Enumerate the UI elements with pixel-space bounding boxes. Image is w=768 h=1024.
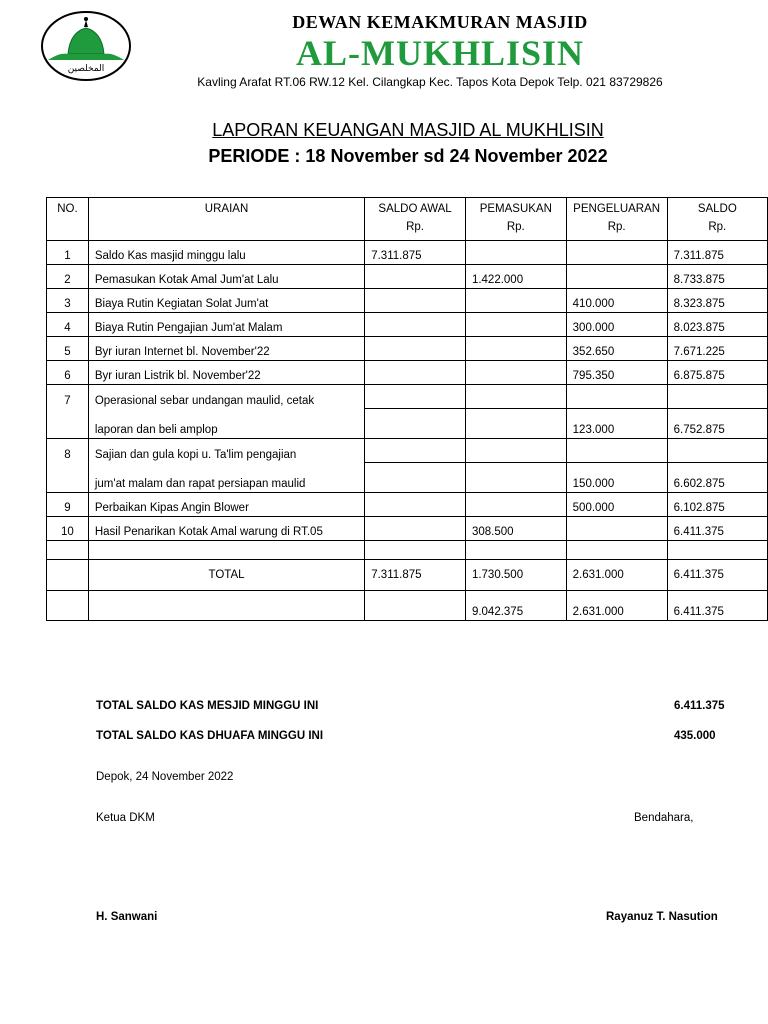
cell-uraian: jum'at malam dan rapat persiapan maulid [88, 463, 364, 493]
table-row [47, 265, 768, 289]
cell-saldo_awal [365, 493, 466, 517]
cell-saldo_awal [365, 517, 466, 541]
cell-saldo_awal [365, 439, 466, 463]
cell-pengeluaran: 300.000 [566, 313, 667, 337]
cell-no: 6 [47, 361, 89, 385]
cell-saldo_awal [365, 265, 466, 289]
table-header-row [47, 198, 768, 221]
mosque-logo [40, 10, 132, 82]
cell-pengeluaran: 352.650 [566, 337, 667, 361]
currency-saldo: Rp. [667, 220, 767, 241]
report-title: LAPORAN KEUANGAN MASJID AL MUKHLISIN [212, 120, 604, 140]
cell-no: 2 [47, 265, 89, 289]
cell-saldo: 8.323.875 [667, 289, 767, 313]
bendahara-name: Rayanuz T. Nasution [606, 911, 718, 923]
cell-no: 5 [47, 337, 89, 361]
total-uraian: TOTAL [88, 560, 364, 591]
total-saldo: 6.411.375 [667, 560, 767, 591]
cell-no: 8 [47, 439, 89, 463]
cell-no [47, 409, 89, 439]
cell-pemasukan [465, 385, 566, 409]
cell-uraian: Biaya Rutin Pengajian Jum'at Malam [88, 313, 364, 337]
table-row [47, 361, 768, 385]
table-total-row [47, 560, 768, 591]
cell-pemasukan [465, 541, 566, 560]
table-row [47, 313, 768, 337]
cell-saldo_awal [365, 463, 466, 493]
col-header-pengeluaran: PENGELUARAN [566, 198, 667, 221]
cell-pengeluaran [566, 439, 667, 463]
grand-saldo_awal [365, 591, 466, 621]
cell-pemasukan [465, 463, 566, 493]
ketua-label: Ketua DKM [96, 812, 155, 824]
org-name-line2: AL-MUKHLISIN [295, 33, 585, 73]
summary-dhuafa-value: 435.000 [674, 730, 716, 742]
grand-saldo: 6.411.375 [667, 591, 767, 621]
col-header-pemasukan: PEMASUKAN [465, 198, 566, 221]
table-row-empty [47, 541, 768, 560]
cell-saldo: 7.311.875 [667, 241, 767, 265]
grand-uraian [88, 591, 364, 621]
cell-no: 9 [47, 493, 89, 517]
cell-pengeluaran [566, 265, 667, 289]
cell-pemasukan [465, 241, 566, 265]
org-address: Kavling Arafat RT.06 RW.12 Kel. Cilangkap Kec. Tapos Kota Depok Telp. 021 83729826 [197, 75, 663, 89]
bendahara-label: Bendahara, [634, 812, 694, 824]
cell-saldo [667, 541, 767, 560]
cell-saldo_awal [365, 337, 466, 361]
cell-pengeluaran: 795.350 [566, 361, 667, 385]
currency-cell [47, 220, 89, 241]
report-period: PERIODE : 18 November sd 24 November 2022 [208, 146, 608, 166]
cell-saldo_awal [365, 385, 466, 409]
cell-no: 1 [47, 241, 89, 265]
total-pengeluaran: 2.631.000 [566, 560, 667, 591]
cell-pemasukan: 308.500 [465, 517, 566, 541]
cell-pengeluaran: 123.000 [566, 409, 667, 439]
col-header-no: NO. [47, 198, 89, 221]
table-currency-row [47, 220, 768, 241]
cell-pemasukan [465, 361, 566, 385]
total-no [47, 560, 89, 591]
cell-uraian: laporan dan beli amplop [88, 409, 364, 439]
cell-uraian: Perbaikan Kipas Angin Blower [88, 493, 364, 517]
cell-no [47, 463, 89, 493]
cell-saldo [667, 385, 767, 409]
cell-pemasukan [465, 409, 566, 439]
col-header-saldo-awal: SALDO AWAL [365, 198, 466, 221]
cell-no [47, 541, 89, 560]
table-row [47, 337, 768, 361]
table-row [47, 439, 768, 463]
cell-pengeluaran [566, 541, 667, 560]
cell-saldo_awal [365, 409, 466, 439]
ketua-name: H. Sanwani [96, 911, 158, 923]
cell-saldo: 6.602.875 [667, 463, 767, 493]
cell-pemasukan: 1.422.000 [465, 265, 566, 289]
currency-cell [88, 220, 364, 241]
cell-no: 3 [47, 289, 89, 313]
cell-pengeluaran: 150.000 [566, 463, 667, 493]
grand-no [47, 591, 89, 621]
col-header-saldo: SALDO [667, 198, 767, 221]
cell-saldo: 8.023.875 [667, 313, 767, 337]
summary-dhuafa-label: TOTAL SALDO KAS DHUAFA MINGGU INI [96, 730, 324, 742]
grand-pemasukan: 9.042.375 [465, 591, 566, 621]
cell-uraian: Byr iuran Listrik bl. November'22 [88, 361, 364, 385]
total-pemasukan: 1.730.500 [465, 560, 566, 591]
table-row [47, 385, 768, 409]
cell-uraian: Saldo Kas masjid minggu lalu [88, 241, 364, 265]
cell-pemasukan [465, 439, 566, 463]
cell-saldo_awal [365, 289, 466, 313]
cell-uraian: Byr iuran Internet bl. November'22 [88, 337, 364, 361]
cell-pemasukan [465, 289, 566, 313]
cell-uraian [88, 541, 364, 560]
cell-no: 10 [47, 517, 89, 541]
cell-saldo: 8.733.875 [667, 265, 767, 289]
total-saldo_awal: 7.311.875 [365, 560, 466, 591]
cell-saldo: 6.752.875 [667, 409, 767, 439]
cell-pengeluaran: 410.000 [566, 289, 667, 313]
table-row [47, 289, 768, 313]
cell-pemasukan [465, 493, 566, 517]
cell-saldo_awal [365, 361, 466, 385]
place-date: Depok, 24 November 2022 [96, 771, 234, 783]
svg-text:المخلصين: المخلصين [67, 64, 105, 74]
currency-pemasukan: Rp. [465, 220, 566, 241]
table-row [47, 493, 768, 517]
table-grand-row [47, 591, 768, 621]
currency-pengeluaran: Rp. [566, 220, 667, 241]
cell-saldo: 6.411.375 [667, 517, 767, 541]
summary-mesjid-label: TOTAL SALDO KAS MESJID MINGGU INI [96, 700, 319, 712]
cell-saldo: 6.102.875 [667, 493, 767, 517]
cell-no: 4 [47, 313, 89, 337]
cell-saldo_awal: 7.311.875 [365, 241, 466, 265]
cell-saldo_awal [365, 313, 466, 337]
cell-saldo: 7.671.225 [667, 337, 767, 361]
cell-uraian: Pemasukan Kotak Amal Jum'at Lalu [88, 265, 364, 289]
cell-uraian: Operasional sebar undangan maulid, cetak [88, 385, 364, 409]
cell-pengeluaran: 500.000 [566, 493, 667, 517]
table-row-continued [47, 409, 768, 439]
cell-uraian: Sajian dan gula kopi u. Ta'lim pengajian [88, 439, 364, 463]
ledger-table [46, 197, 768, 621]
table-row-continued [47, 463, 768, 493]
table-row [47, 517, 768, 541]
cell-pengeluaran [566, 385, 667, 409]
cell-pengeluaran [566, 241, 667, 265]
org-name-line1: DEWAN KEMAKMURAN MASJID [292, 12, 588, 32]
cell-pemasukan [465, 313, 566, 337]
currency-saldo-awal: Rp. [365, 220, 466, 241]
cell-no: 7 [47, 385, 89, 409]
cell-saldo [667, 439, 767, 463]
cell-pengeluaran [566, 517, 667, 541]
cell-uraian: Biaya Rutin Kegiatan Solat Jum'at [88, 289, 364, 313]
summary-mesjid-value: 6.411.375 [674, 700, 725, 712]
col-header-uraian: URAIAN [88, 198, 364, 221]
cell-saldo_awal [365, 541, 466, 560]
cell-uraian: Hasil Penarikan Kotak Amal warung di RT.05 [88, 517, 364, 541]
table-row [47, 241, 768, 265]
cell-pemasukan [465, 337, 566, 361]
cell-saldo: 6.875.875 [667, 361, 767, 385]
grand-pengeluaran: 2.631.000 [566, 591, 667, 621]
